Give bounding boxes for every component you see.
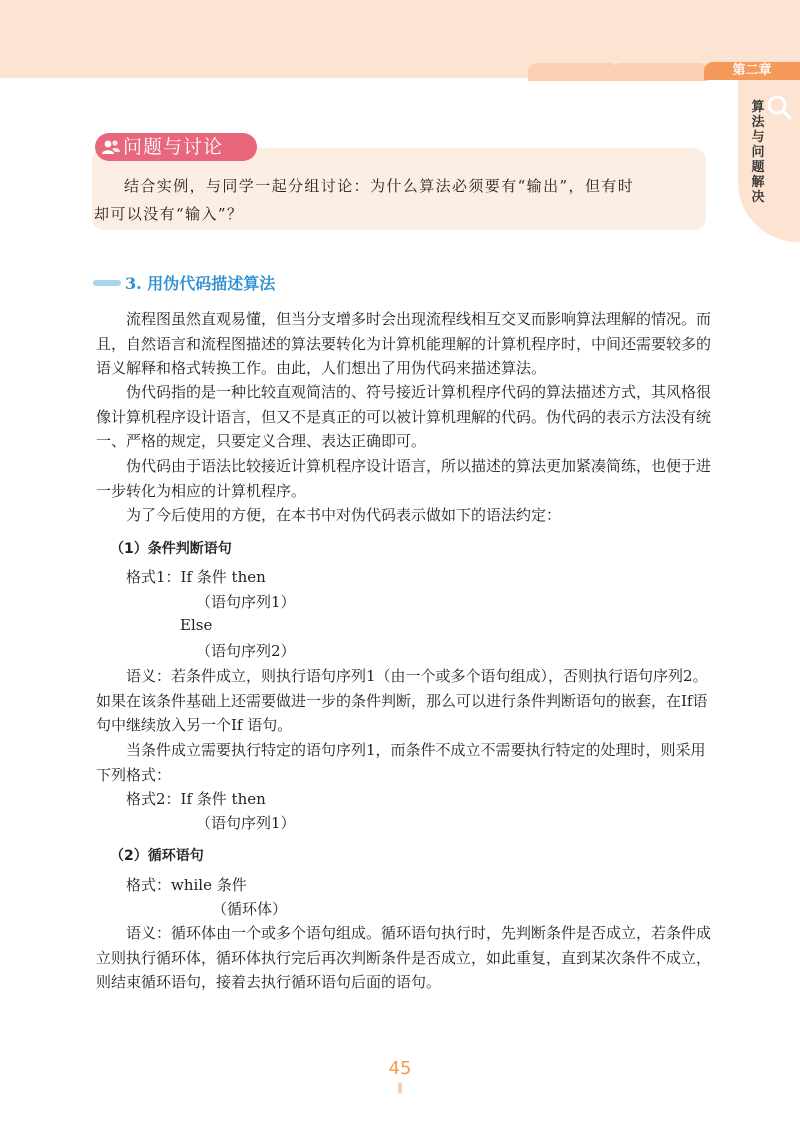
group-people-icon xyxy=(101,137,121,157)
paragraph: 当条件成立需要执行特定的语句序列1，而条件不成立不需要执行特定的处理时，则采用下列格式： xyxy=(96,741,706,784)
section-title: 3. 用伪代码描述算法 xyxy=(125,274,276,293)
page-number: 45 xyxy=(388,1058,412,1079)
paragraph: 伪代码由于语法比较接近计算机程序设计语言，所以描述的算法更加紧凑简练，也便于进一步转化为相应的计算机程序。 xyxy=(96,457,712,500)
code-line: 格式2：If 条件 then xyxy=(126,790,266,808)
discussion-text xyxy=(94,172,684,228)
code-line: Else xyxy=(180,616,213,634)
discussion-tag-label: 问题与讨论 xyxy=(123,136,224,158)
side-chapter-title: 算法与问题解决 xyxy=(751,100,765,205)
discussion-line-2: 却可以没有“输入”？ xyxy=(94,205,244,223)
code-line: （语句序列1） xyxy=(196,814,296,832)
chapter-tab: 第二章 xyxy=(704,62,800,80)
subheading: （1）条件判断语句 xyxy=(110,541,232,557)
code-line: （循环体） xyxy=(212,900,288,918)
paragraph: 流程图虽然直观易懂，但当分支增多时会出现流程线相互交叉而影响算法理解的情况。而且，自然语言和流程图描述的算法要转化为计算机能理解的计算机程序时，中间还需要较多的语义解释和格式转换工作。由此，人们想出了用伪代码来描述算法。 xyxy=(96,310,712,377)
page-number-tick xyxy=(398,1082,402,1094)
discussion-tag xyxy=(95,133,257,161)
header-tab-decor xyxy=(612,63,708,81)
discussion-line-1: 结合实例，与同学一起分组讨论：为什么算法必须要有“输出”，但有时 xyxy=(124,177,635,195)
paragraph: 语义：循环体由一个或多个语句组成。循环语句执行时，先判断条件是否成立，若条件成立则执行循环体，循环体执行完后再次判断条件是否成立，如此重复，直到某次条件不成立，则结束循环语句，接着去执行循环语句后面的语句。 xyxy=(96,924,712,991)
code-line: （语句序列2） xyxy=(196,642,296,660)
paragraph: 伪代码指的是一种比较直观简洁的、符号接近计算机程序代码的算法描述方式，其风格很像计算机程序设计语言，但又不是真正的可以被计算机理解的代码。伪代码的表示方法没有统一、严格的规定，只要定义合理、表达正确即可。 xyxy=(96,383,712,450)
magnifier-icon xyxy=(766,94,792,120)
subheading: （2）循环语句 xyxy=(110,848,204,864)
header-tab-decor xyxy=(528,63,618,81)
code-line: 格式1：If 条件 then xyxy=(126,568,266,586)
section-marker xyxy=(93,280,121,286)
paragraph: 为了今后使用的方便，在本书中对伪代码表示做如下的语法约定： xyxy=(126,506,562,524)
code-line: （语句序列1） xyxy=(196,593,296,611)
paragraph: 语义：若条件成立，则执行语句序列1（由一个或多个语句组成），否则执行语句序列2。如果在该条件基础上还需要做进一步的条件判断，那么可以进行条件判断语句的嵌套，在If语句中继续放入另一个If 语句。 xyxy=(96,667,708,734)
code-line: 格式：while 条件 xyxy=(126,876,247,894)
